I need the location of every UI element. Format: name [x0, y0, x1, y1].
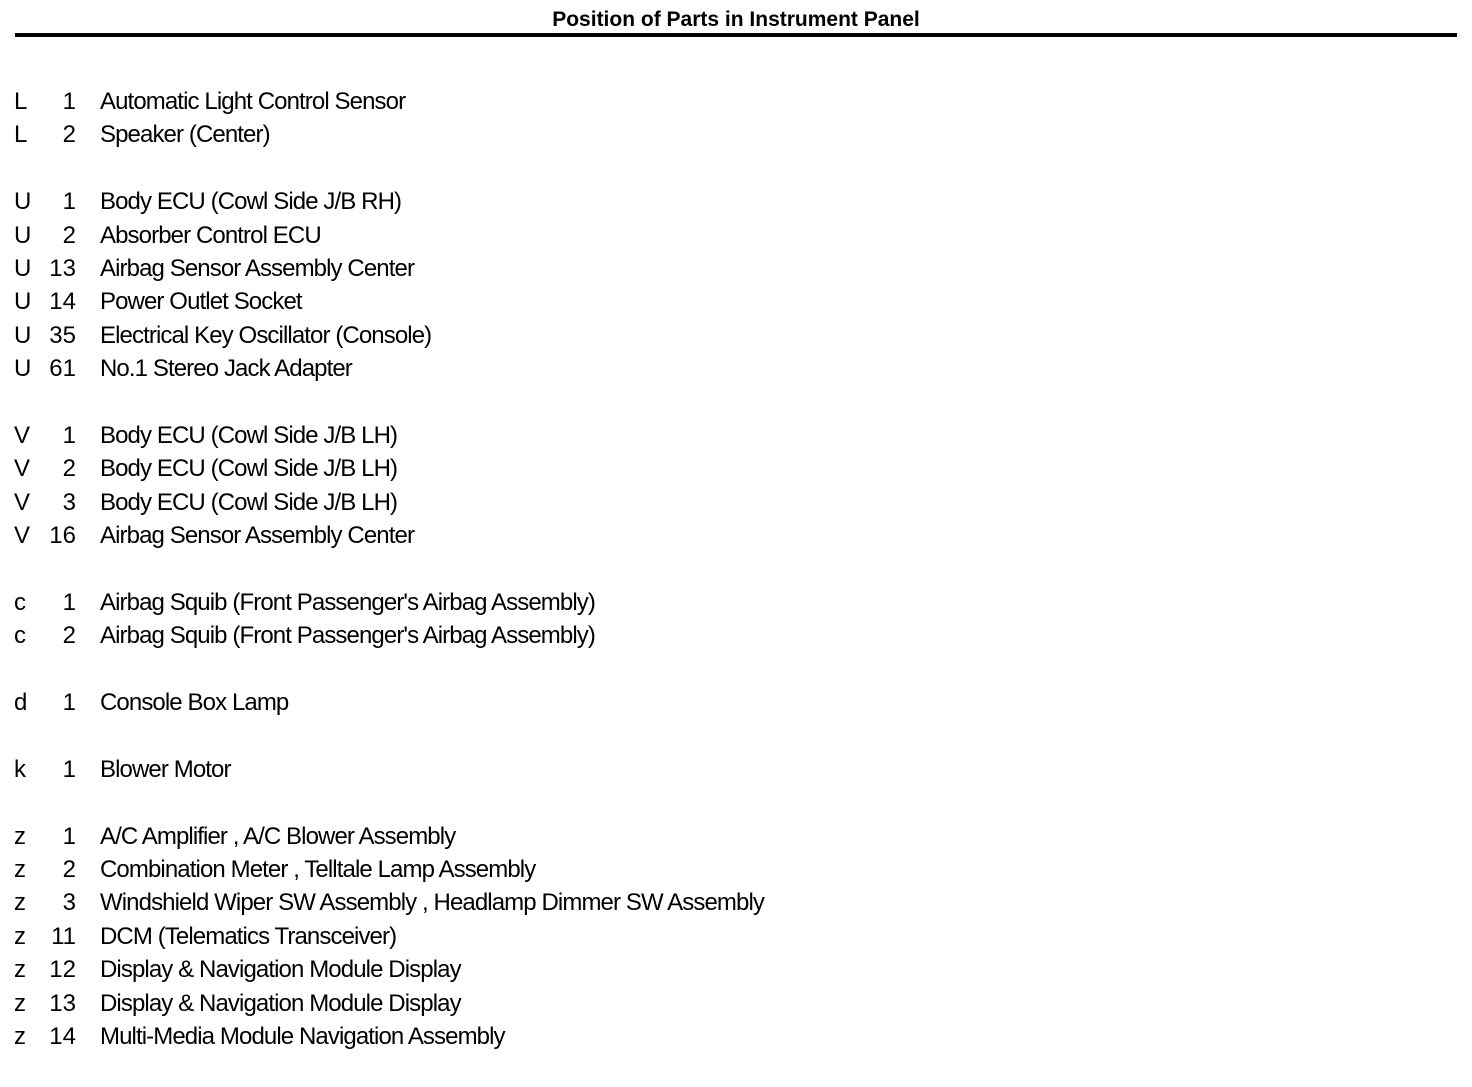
part-row: [0, 586, 1472, 619]
part-row: [0, 619, 1472, 652]
part-name: No.1 Stereo Jack Adapter: [100, 355, 352, 383]
part-row: [0, 853, 1472, 886]
part-name: Body ECU (Cowl Side J/B LH): [100, 421, 398, 449]
part-number: 12: [49, 956, 76, 984]
part-number: 2: [62, 121, 76, 149]
part-name: Console Box Lamp: [100, 689, 289, 717]
part-name: Body ECU (Cowl Side J/B LH): [100, 488, 398, 516]
parts-list: [0, 85, 1472, 1087]
part-number: 2: [62, 855, 76, 883]
part-number: 14: [49, 1022, 76, 1050]
part-number: 13: [49, 989, 76, 1017]
part-name: A/C Amplifier , A/C Blower Assembly: [100, 822, 456, 850]
part-connector-code: V: [14, 522, 31, 550]
part-connector-code: c: [14, 588, 26, 616]
part-number: 1: [62, 421, 76, 449]
part-group: [0, 419, 1472, 553]
part-connector-code: z: [14, 956, 26, 984]
part-row: [0, 185, 1472, 218]
part-name: Automatic Light Control Sensor: [100, 88, 406, 115]
part-connector-code: L: [14, 121, 28, 149]
part-number: 3: [62, 488, 76, 516]
title-divider: [15, 33, 1457, 37]
part-number: 16: [49, 522, 76, 550]
part-name: Airbag Sensor Assembly Center: [100, 522, 415, 550]
part-number: 1: [62, 88, 76, 115]
part-number: 14: [49, 288, 76, 316]
part-name: Power Outlet Socket: [100, 288, 302, 316]
part-connector-code: U: [14, 288, 32, 316]
part-row: [0, 219, 1472, 252]
part-row: [0, 753, 1472, 786]
part-name: Body ECU (Cowl Side J/B RH): [100, 188, 402, 216]
part-connector-code: V: [14, 455, 31, 483]
part-number: 2: [62, 622, 76, 650]
part-number: 2: [62, 221, 76, 249]
part-row: [0, 920, 1472, 953]
part-name: Body ECU (Cowl Side J/B LH): [100, 455, 398, 483]
part-group: [0, 686, 1472, 719]
part-name: Multi-Media Module Navigation Assembly: [100, 1022, 505, 1050]
part-group: [0, 185, 1472, 385]
part-name: Electrical Key Oscillator (Console): [100, 321, 432, 349]
part-row: [0, 486, 1472, 519]
part-connector-code: U: [14, 254, 32, 282]
part-name: Airbag Squib (Front Passenger's Airbag Assembly): [100, 588, 595, 616]
part-group: [0, 820, 1472, 1054]
part-row: [0, 285, 1472, 318]
part-row: [0, 1020, 1472, 1053]
part-row: [0, 352, 1472, 385]
part-row: [0, 686, 1472, 719]
part-connector-code: z: [14, 822, 26, 850]
part-row: [0, 452, 1472, 485]
part-name: Display & Navigation Module Display: [100, 989, 461, 1017]
part-number: 11: [51, 922, 76, 950]
part-number: 1: [62, 188, 76, 216]
part-number: 2: [62, 455, 76, 483]
part-connector-code: L: [14, 88, 28, 115]
part-group: [0, 586, 1472, 653]
part-row: [0, 419, 1472, 452]
part-number: 35: [49, 321, 76, 349]
part-row: [0, 319, 1472, 352]
part-connector-code: z: [14, 922, 26, 950]
part-row: [0, 252, 1472, 285]
part-row: [0, 953, 1472, 986]
part-connector-code: U: [14, 355, 32, 383]
part-row: [0, 519, 1472, 552]
part-connector-code: d: [14, 689, 28, 717]
part-number: 61: [49, 355, 76, 383]
part-number: 13: [49, 254, 76, 282]
part-number: 3: [62, 889, 76, 917]
part-name: DCM (Telematics Transceiver): [100, 922, 397, 950]
part-name: Airbag Squib (Front Passenger's Airbag Assembly): [100, 622, 595, 650]
part-row: [0, 886, 1472, 919]
part-row: [0, 118, 1472, 151]
part-connector-code: V: [14, 488, 31, 516]
part-row: [0, 820, 1472, 853]
part-number: 1: [62, 822, 76, 850]
part-connector-code: U: [14, 321, 32, 349]
page-title: Position of Parts in Instrument Panel: [552, 8, 920, 31]
part-row: [0, 987, 1472, 1020]
part-name: Display & Navigation Module Display: [100, 956, 461, 984]
part-number: 1: [62, 689, 76, 717]
part-connector-code: c: [14, 622, 26, 650]
part-group: [0, 85, 1472, 152]
part-number: 1: [62, 588, 76, 616]
part-connector-code: z: [14, 855, 26, 883]
part-connector-code: V: [14, 421, 31, 449]
part-connector-code: k: [14, 755, 26, 783]
part-name: Speaker (Center): [100, 121, 270, 149]
part-connector-code: z: [14, 1022, 26, 1050]
part-name: Absorber Control ECU: [100, 221, 321, 249]
part-group: [0, 753, 1472, 786]
part-name: Airbag Sensor Assembly Center: [100, 254, 415, 282]
part-connector-code: U: [14, 221, 32, 249]
part-connector-code: z: [14, 989, 26, 1017]
part-name: Windshield Wiper SW Assembly , Headlamp Dimmer SW Assembly: [100, 889, 764, 917]
part-number: 1: [62, 755, 76, 783]
part-name: Combination Meter , Telltale Lamp Assembly: [100, 855, 536, 883]
part-connector-code: z: [14, 889, 26, 917]
part-name: Blower Motor: [100, 755, 231, 783]
part-row: [0, 85, 1472, 118]
part-connector-code: U: [14, 188, 32, 216]
